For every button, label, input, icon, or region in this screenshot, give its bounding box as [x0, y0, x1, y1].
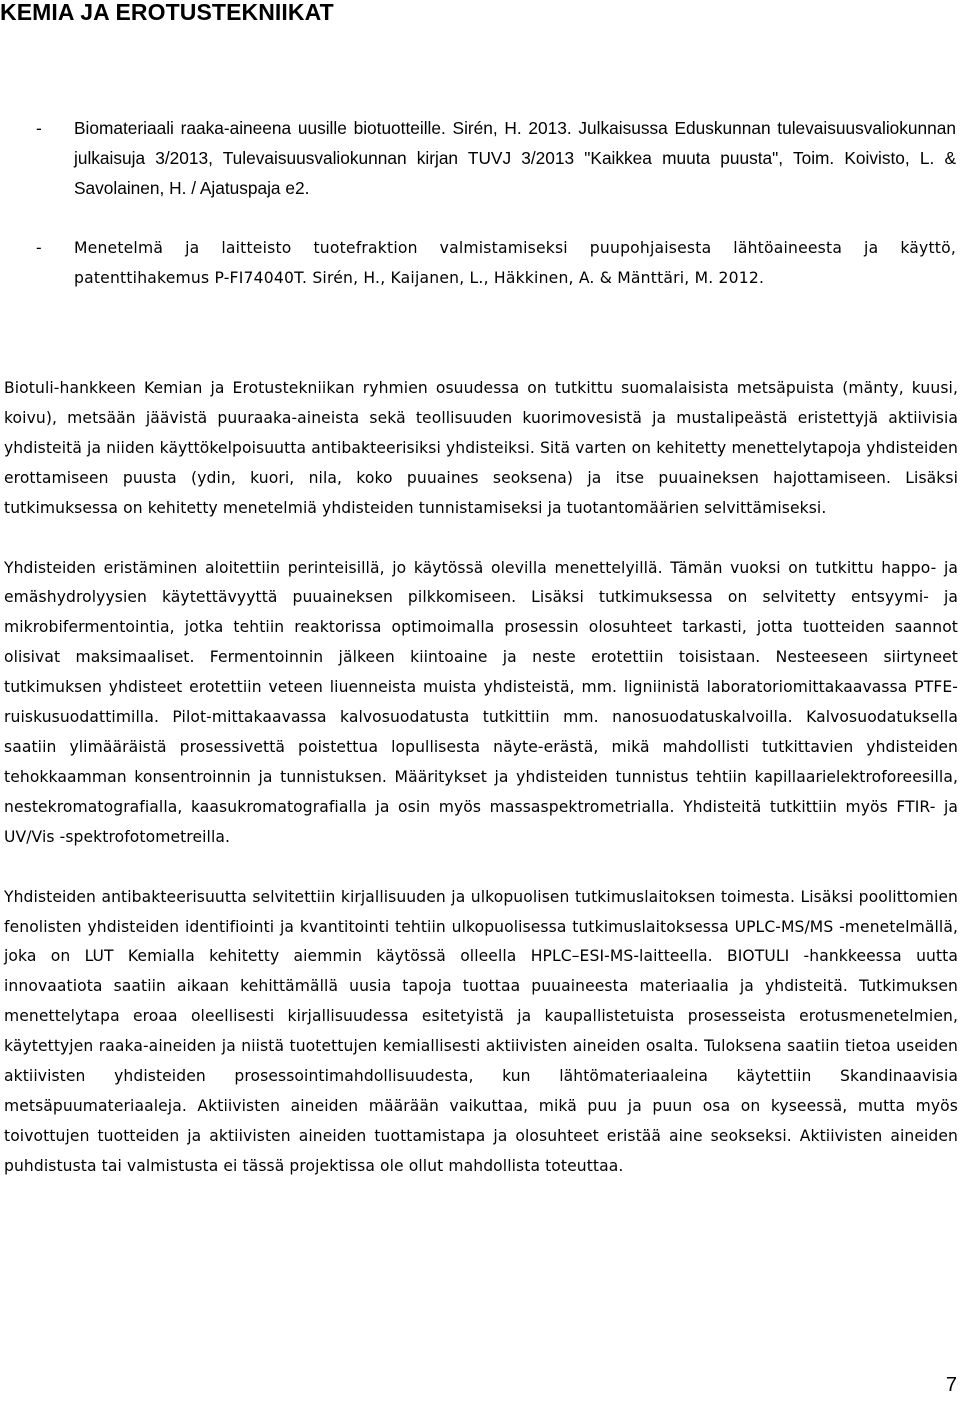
list-dash: -: [36, 239, 42, 257]
page-title: KEMIA JA EROTUSTEKNIIKAT: [0, 0, 334, 25]
body-text: [4, 374, 958, 1212]
page-number: 7: [945, 1374, 957, 1396]
reference-item: [36, 113, 956, 203]
reference-list: [36, 113, 956, 293]
reference-text: Menetelmä ja laitteisto tuotefraktion valmistamiseksi puupohjaisesta lähtöaineesta ja käyttö, patenttihakemus P-FI74040T. Sirén, H., Kaijanen, L., Häkkinen, A. & Mänttäri, M. 2012.: [74, 239, 956, 287]
list-dash: -: [36, 118, 42, 138]
paragraph-results: Yhdisteiden antibakteerisuutta selvitettiin kirjallisuuden ja ulkopuolisen tutkimuslaitoksen toimesta. Lisäksi poolittomien fenolisten yhdisteiden identifiointi ja kvantitointi tehtiin ulkopuolisessa tutkimuslaitoksessa UPLC-MS/MS -menetelmällä, joka on LUT Kemialla kehitetty aiemmin käytössä olleella HPLC–ESI-MS-laitteella. BIOTULI -hankkeessa uutta innovaatiota saatiin aikaan kehittämällä uusia tapoja tuottaa puuaineesta materiaalia ja yhdisteitä. Tutkimuksen menettelytapa eroaa oleellisesti kirjallisuudessa esitetyistä ja kaupallistetuista prosesseista erotusmenetelmien, käytettyjen raaka-aineiden ja niistä tuotettujen kemiallisesti aktiivisten aineiden osalta. Tuloksena saatiin tietoa useiden aktiivisten yhdisteiden prosessointimahdollisuudesta, kun lähtömateriaaleina käytettiin Skandinaavisia metsäpuumateriaaleja. Aktiivisten aineiden määrään vaikuttaa, mikä puu ja puun osa on kyseessä, mutta myös toivottujen tuotteiden ja aktiivisten aineiden tuottamistapa ja olosuhteet eristää aine seokseksi. Aktiivisten aineiden puhdistusta tai valmistusta ei tässä projektissa ole ollut mahdollista toteuttaa.: [4, 887, 958, 1175]
paragraph-intro: Biotuli-hankkeen Kemian ja Erotustekniikan ryhmien osuudessa on tutkittu suomalaisista metsäpuista (mänty, kuusi, koivu), metsään jäävistä puuraaka-aineista sekä teollisuuden kuorimovesistä ja mustalipeästä eristettyjä aktiivisia yhdisteitä ja niiden käyttökelpoisuutta antibakteerisiksi yhdisteiksi. Sitä varten on kehitetty menettelytapoja yhdisteiden erottamiseen puusta (ydin, kuori, nila, koko puuaines seoksena) ja itse puuaineksen hajottamiseen. Lisäksi tutkimuksessa on kehitetty menetelmiä yhdisteiden tunnistamiseksi ja tuotantomäärien selvittämiseksi.: [4, 379, 958, 517]
paragraph-methods: Yhdisteiden eristäminen aloitettiin perinteisillä, jo käytössä olevilla menettelyillä. Tämän vuoksi on tutkittu happo- ja emäshydrolyysien käytettävyyttä puuaineksen pilkkomiseen. Lisäksi tutkimuksessa on selvitetty entsyymi- ja mikrobifermentointia, jotka tehtiin reaktorissa optimoimalla prosessin olosuhteet tarkasti, jotta tuotteiden saannot olisivat maksimaaliset. Fermentoinnin jälkeen kiintoaine ja neste erotettiin toisistaan. Nesteeseen siirtyneet tutkimuksen yhdisteet erotettiin veteen liuenneista muista yhdisteistä, mm. ligniinistä laboratoriomittakaavassa PTFE-ruiskusuodattimilla. Pilot-mittakaavassa kalvosuodatusta tutkittiin mm. nanosuodatuskalvoilla. Kalvosuodatuksella saatiin ylimääräistä prosessivettä poistettua lopullisesta näyte-erästä, mikä mahdollisti tutkittavien yhdisteiden tehokkaamman konsentroinnin ja tunnistuksen. Määritykset ja yhdisteiden tunnistus tehtiin kapillaarielektroforeesilla, nestekromatografialla, kaasukromatografialla ja osin myös massaspektrometrialla. Yhdisteitä tutkittiin myös FTIR- ja UV/Vis -spektrofotometreilla.: [4, 558, 958, 846]
reference-text: Biomateriaali raaka-aineena uusille biotuotteille. Sirén, H. 2013. Julkaisussa Eduskunnan tulevaisuusvaliokunnan julkaisuja 3/2013, Tulevaisuusvaliokunnan kirjan TUVJ 3/2013 "Kaikkea muuta puusta", Toim. Koivisto, L. & Savolainen, H. / Ajatuspaja e2.: [74, 118, 956, 198]
reference-item: [36, 233, 956, 293]
